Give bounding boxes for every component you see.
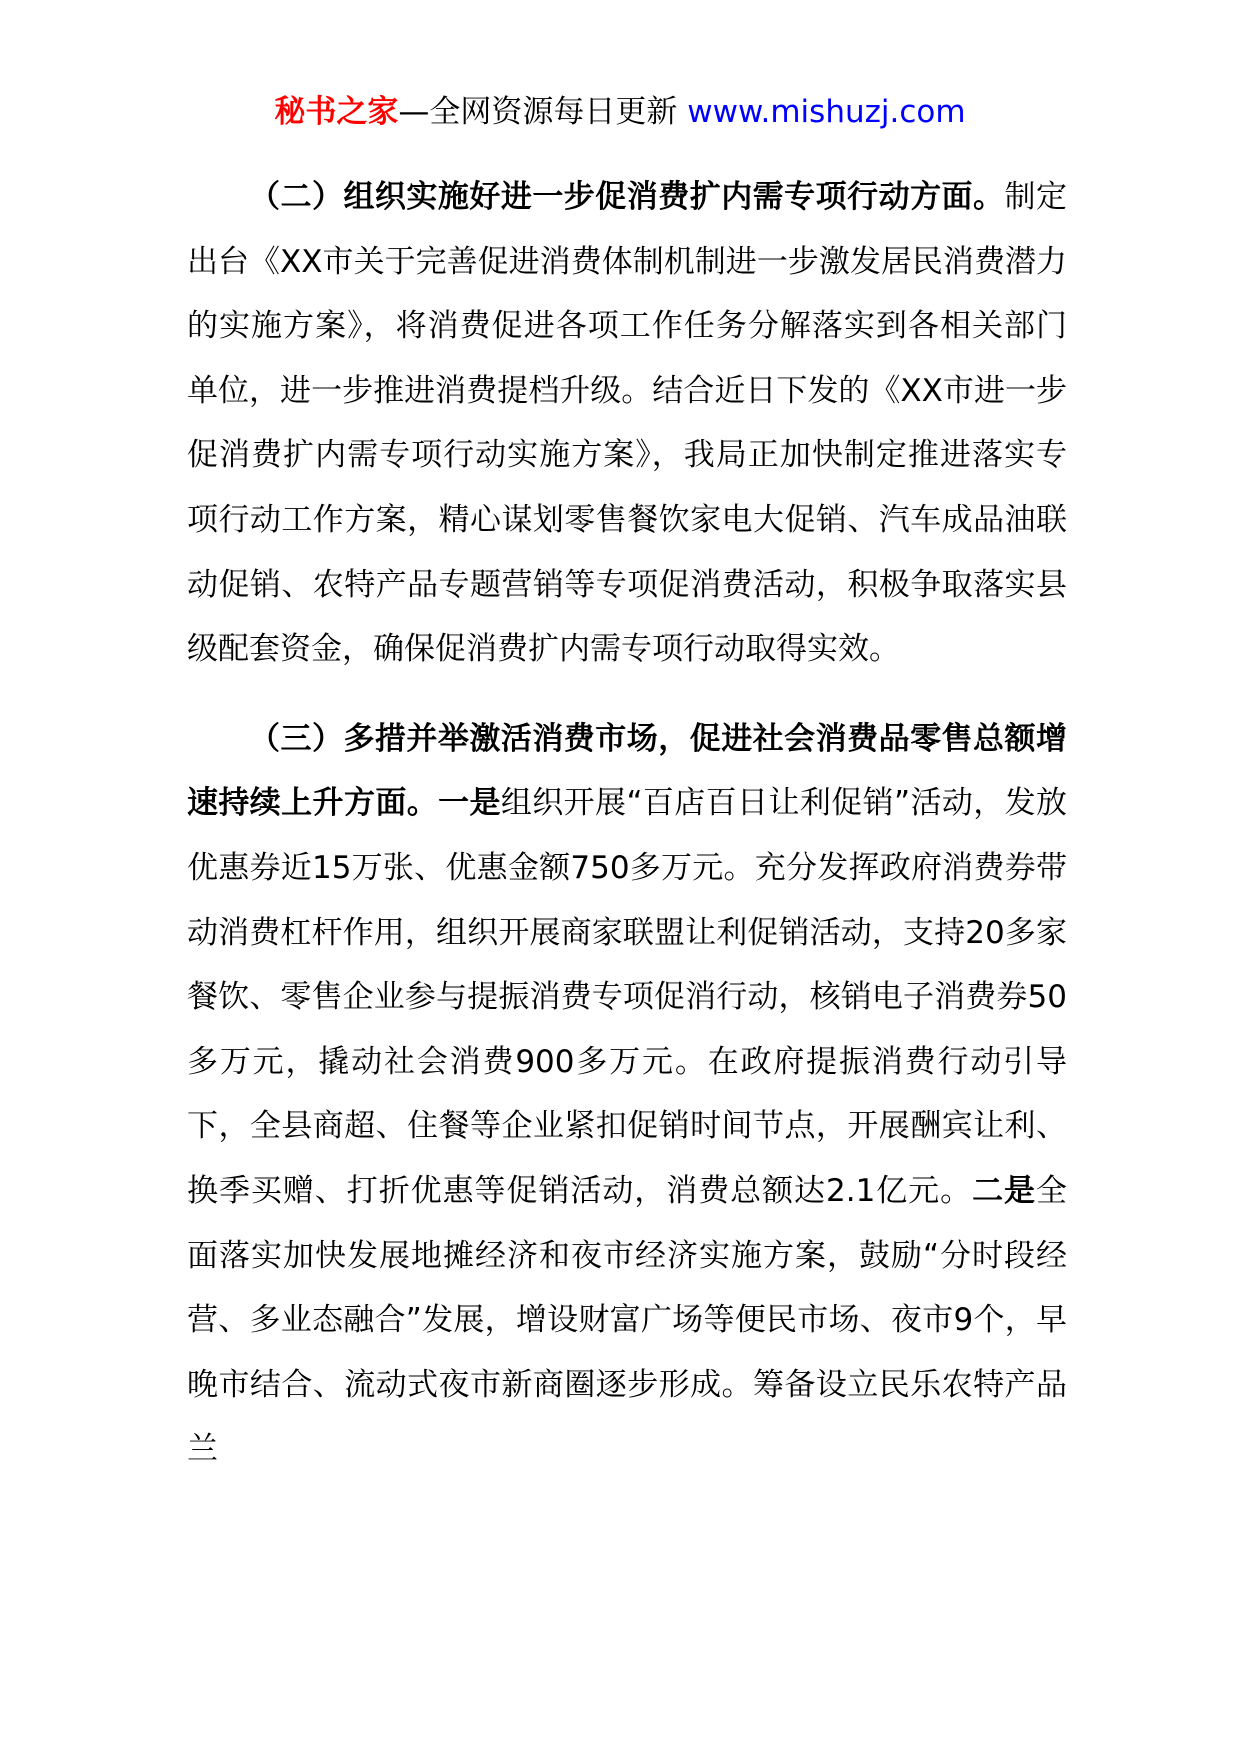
site-brand: 秘书之家 — [274, 94, 399, 130]
document-body — [187, 165, 1067, 1482]
section-3-text-2: 全面落实加快发展地摊经济和夜市经济实施方案，鼓励“分时段经营、多业态融合”发展，增设财富广场等便民市场、夜市9个，早晚市结合、流动式夜市新商圈逐步形成。筹备设立民乐农特产品兰 — [187, 1172, 1067, 1468]
section-3-lead-2: 二是 — [972, 1172, 1036, 1209]
paragraph-section-2 — [187, 165, 1067, 682]
paragraph-section-3 — [187, 707, 1067, 1482]
section-3-heading: （三）多措并举激活消费市场，促进社会消费品零售总额增速持续上升方面。 — [187, 720, 1067, 822]
section-2-text: 制定出台《XX市关于完善促进消费体制机制进一步激发居民消费潜力的实施方案》，将消费促进各项工作任务分解落实到各相关部门单位，进一步推进消费提档升级。结合近日下发的《XX市进一步促消费扩内需专项行动实施方案》，我局正加快制定推进落实专项行动工作方案，精心谋划零售餐饮家电大促销、汽车成品油联动促销、农特产品专题营销等专项促消费活动，积极争取落实县级配套资金，确保促消费扩内需专项行动取得实效。 — [187, 179, 1068, 668]
section-2-heading: （二）组织实施好进一步促消费扩内需专项行动方面。 — [249, 179, 1005, 215]
site-url-link[interactable]: www.mishuzj.com — [687, 94, 966, 130]
section-3-text-1: 组织开展“百店百日让利促销”活动，发放优惠券近15万张、优惠金额750多万元。充分发挥政府消费券带动消费杠杆作用，组织开展商家联盟让利促销活动，支持20多家餐饮、零售企业参与提振消费专项促消行动，核销电子消费券50多万元，撬动社会消费900多万元。在政府提振消费行动引导下，全县商超、住餐等企业紧扣促销时间节点，开展酬宾让利、换季买赠、打折优惠等促销活动，消费总额达2.1亿元。 — [187, 785, 1068, 1209]
page-header — [0, 90, 1240, 134]
section-3-lead-1: 一是 — [438, 785, 501, 822]
site-tagline: —全网资源每日更新 — [398, 94, 688, 130]
